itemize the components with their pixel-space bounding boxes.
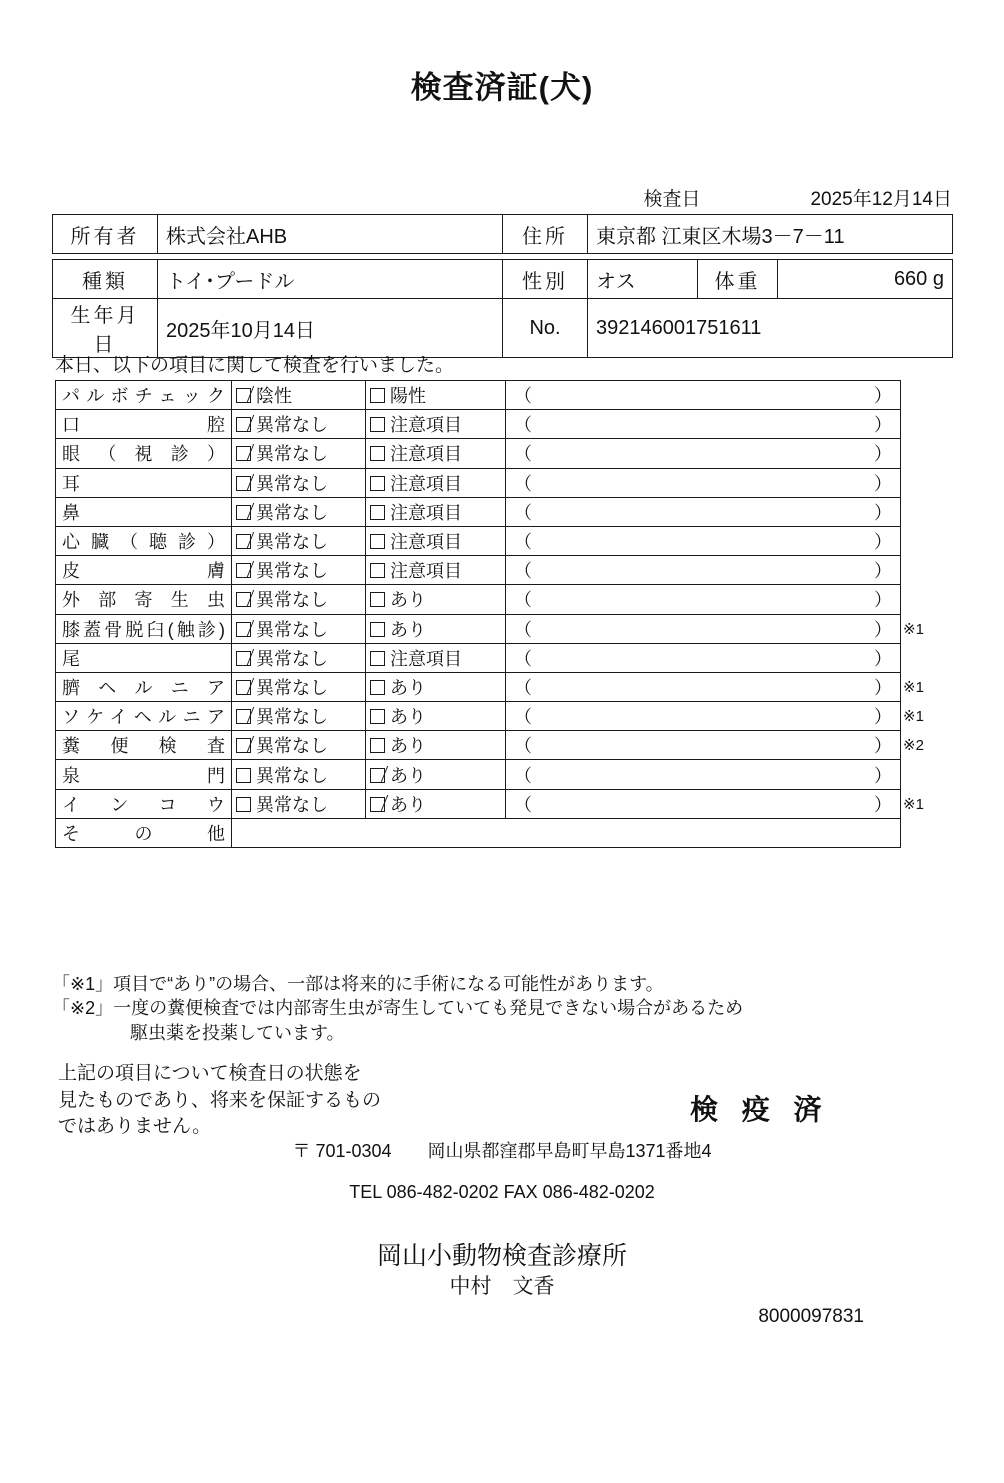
checklist-note-cell[interactable] — [506, 526, 901, 555]
checklist-item-label: 尾 — [56, 643, 232, 672]
checklist-note-cell[interactable] — [506, 468, 901, 497]
paren-close: ） — [874, 532, 892, 553]
checkbox-icon[interactable] — [370, 680, 385, 695]
checklist-option-cell[interactable] — [232, 410, 366, 439]
statement-block — [58, 1061, 381, 1141]
table-row — [56, 702, 901, 731]
footnote-marker: ※1 — [903, 708, 924, 726]
checkbox-icon[interactable] — [370, 505, 385, 520]
checklist-option-label: 異常なし — [256, 677, 328, 698]
checklist-item-label: 泉門 — [56, 760, 232, 789]
checkbox-icon[interactable] — [370, 797, 385, 812]
paren-open: （ — [514, 473, 532, 494]
page-title: 検査済証(犬) — [410, 70, 594, 105]
address-value: 東京都 江東区木場3－7－11 — [588, 215, 953, 254]
checklist-note-cell[interactable] — [506, 731, 901, 760]
paren-open: （ — [514, 532, 532, 553]
checkbox-icon[interactable] — [370, 446, 385, 461]
checklist-option-label: 異常なし — [256, 561, 328, 582]
owner-info-table — [52, 214, 953, 254]
paren-open: （ — [514, 648, 532, 669]
table-row — [56, 497, 901, 526]
paren-open: （ — [514, 502, 532, 523]
checklist-note-cell[interactable] — [506, 585, 901, 614]
checklist-option-label: 陰性 — [256, 386, 292, 407]
checklist-note-cell[interactable] — [506, 410, 901, 439]
intro-text: 本日、以下の項目に関して検査を行いました。 — [55, 355, 455, 376]
inspection-date-label: 検査日 — [643, 189, 701, 210]
paren-close: ） — [874, 765, 892, 786]
checkbox-icon[interactable] — [236, 768, 251, 783]
checklist-option-cell[interactable] — [232, 643, 366, 672]
table-row — [56, 468, 901, 497]
checklist-note-cell[interactable] — [506, 643, 901, 672]
checklist-note-cell[interactable] — [506, 672, 901, 701]
checklist-option-cell[interactable] — [232, 585, 366, 614]
checkbox-icon[interactable] — [236, 592, 251, 607]
checkbox-icon[interactable] — [236, 446, 251, 461]
checklist-note-cell[interactable] — [506, 439, 901, 468]
paren-close: ） — [874, 444, 892, 465]
weight-label: 体重 — [698, 260, 778, 299]
clinic-name: 岡山小動物検査診療所 — [376, 1242, 627, 1270]
checklist-option-cell[interactable] — [232, 760, 366, 789]
checklist-option-label: 異常なし — [256, 502, 328, 523]
statement-line-2: 見たものであり、将来を保証するもの — [58, 1089, 382, 1111]
clinic-address: 〒 701-0304 岡山県都窪郡早島町早島1371番地4 — [292, 1141, 712, 1161]
checklist-option-label: あり — [390, 619, 426, 640]
checklist-option-label: 注意項目 — [390, 532, 462, 553]
checklist-option-cell[interactable] — [366, 702, 506, 731]
paren-open: （ — [514, 386, 532, 407]
checklist-option-cell[interactable] — [232, 381, 366, 410]
checklist-item-label: 鼻 — [56, 497, 232, 526]
footnote-2-line2: 駆虫薬を投薬しています。 — [130, 1022, 345, 1043]
paren-close: ） — [874, 736, 892, 757]
checklist-option-label: あり — [390, 794, 426, 815]
footnotes — [52, 972, 952, 1045]
paren-close: ） — [874, 677, 892, 698]
paren-open: （ — [514, 561, 532, 582]
checklist-option-cell[interactable] — [366, 381, 506, 410]
checklist-option-cell[interactable] — [366, 760, 506, 789]
table-row — [56, 614, 901, 643]
paren-open: （ — [514, 590, 532, 611]
paren-close: ） — [874, 590, 892, 611]
table-row — [56, 526, 901, 555]
checklist-option-cell[interactable] — [232, 789, 366, 818]
checklist-item-label: 眼（視診） — [56, 439, 232, 468]
owner-value: 株式会社AHB — [158, 215, 503, 254]
clinic-telephone: TEL 086-482-0202 FAX 086-482-0202 — [349, 1182, 655, 1202]
table-row — [56, 585, 901, 614]
table-row — [56, 556, 901, 585]
table-row — [53, 215, 953, 254]
checkbox-icon[interactable] — [236, 417, 251, 432]
checkbox-icon[interactable] — [370, 622, 385, 637]
checklist-item-label: 口腔 — [56, 410, 232, 439]
checklist-option-cell[interactable] — [232, 614, 366, 643]
footnote-marker: ※2 — [903, 737, 924, 755]
checklist-option-label: 異常なし — [256, 532, 328, 553]
checkbox-icon[interactable] — [236, 476, 251, 491]
checklist-option-cell[interactable] — [366, 556, 506, 585]
paren-open: （ — [514, 707, 532, 728]
checklist-item-label: 外部寄生虫 — [56, 585, 232, 614]
paren-open: （ — [514, 677, 532, 698]
checklist-table — [55, 380, 901, 848]
paren-open: （ — [514, 415, 532, 436]
paren-open: （ — [514, 444, 532, 465]
table-row — [53, 260, 953, 299]
paren-close: ） — [874, 386, 892, 407]
checklist-option-cell[interactable] — [232, 497, 366, 526]
inspection-date-value: 2025年12月14日 — [810, 189, 952, 210]
checklist-item-label: 心臓（聴診） — [56, 526, 232, 555]
breed-label: 種類 — [53, 260, 158, 299]
checklist-note-cell[interactable] — [506, 789, 901, 818]
checklist-other-value[interactable] — [232, 818, 901, 847]
checklist-option-label: 異常なし — [256, 619, 328, 640]
checkbox-icon[interactable] — [236, 563, 251, 578]
checklist-option-label: 注意項目 — [390, 502, 462, 523]
checklist-option-cell[interactable] — [232, 468, 366, 497]
checklist-note-cell[interactable] — [506, 702, 901, 731]
checklist-item-label: 膝蓋骨脱臼(触診) — [56, 614, 232, 643]
checklist-option-label: 異常なし — [256, 707, 328, 728]
checklist-item-label: インコウ — [56, 789, 232, 818]
sex-value: オス — [588, 260, 698, 299]
checkbox-icon[interactable] — [370, 563, 385, 578]
paren-close: ） — [874, 648, 892, 669]
checklist-option-label: 異常なし — [256, 415, 328, 436]
footnote-marker: ※1 — [903, 679, 924, 696]
checklist-option-label: 陽性 — [390, 386, 426, 407]
owner-label: 所有者 — [53, 215, 158, 254]
serial-number: 8000097831 — [758, 1306, 864, 1327]
checkbox-icon[interactable] — [370, 388, 385, 403]
paren-close: ） — [874, 794, 892, 815]
sex-label: 性別 — [503, 260, 588, 299]
table-row — [56, 731, 901, 760]
paren-open: （ — [514, 794, 532, 815]
checkbox-icon[interactable] — [236, 388, 251, 403]
checklist-option-label: あり — [390, 736, 426, 757]
table-row — [56, 410, 901, 439]
address-label: 住所 — [503, 215, 588, 254]
checklist-option-label: あり — [390, 765, 426, 786]
checkbox-icon[interactable] — [370, 476, 385, 491]
birthdate-value: 2025年10月14日 — [158, 299, 503, 358]
certificate-page — [0, 62, 1004, 1483]
number-label: No. — [503, 299, 588, 358]
paren-open: （ — [514, 736, 532, 757]
checklist-item-label: 耳 — [56, 468, 232, 497]
paren-close: ） — [874, 707, 892, 728]
checkbox-icon[interactable] — [236, 738, 251, 753]
checklist-option-label: 注意項目 — [390, 415, 462, 436]
checkbox-icon[interactable] — [236, 505, 251, 520]
paren-open: （ — [514, 619, 532, 640]
checklist-option-cell[interactable] — [366, 643, 506, 672]
checklist-note-cell[interactable] — [506, 381, 901, 410]
doctor-name: 中村 文香 — [449, 1275, 555, 1298]
checklist-option-cell[interactable] — [366, 672, 506, 701]
checklist-option-cell[interactable] — [232, 439, 366, 468]
statement-line-3: ではありません。 — [58, 1116, 212, 1138]
checklist-option-label: 注意項目 — [390, 561, 462, 582]
statement-line-1: 上記の項目について検査日の状態を — [58, 1063, 362, 1084]
checkbox-icon[interactable] — [236, 709, 251, 724]
checkbox-icon[interactable] — [370, 592, 385, 607]
checklist-note-cell[interactable] — [506, 556, 901, 585]
checklist-option-label: 異常なし — [256, 590, 328, 611]
checklist-item-label: パルボチェック — [56, 381, 232, 410]
checklist-option-label: 異常なし — [256, 444, 328, 465]
checkbox-icon[interactable] — [236, 651, 251, 666]
paren-close: ） — [874, 415, 892, 436]
paren-close: ） — [874, 502, 892, 523]
checklist-option-cell[interactable] — [366, 468, 506, 497]
quarantine-stamp: 検 疫 済 — [690, 1094, 830, 1125]
paren-close: ） — [874, 619, 892, 640]
checklist-option-cell[interactable] — [232, 702, 366, 731]
checklist-option-cell[interactable] — [366, 526, 506, 555]
paren-close: ） — [874, 561, 892, 582]
table-row — [56, 643, 901, 672]
checkbox-icon[interactable] — [370, 768, 385, 783]
table-row — [56, 789, 901, 818]
checkbox-icon[interactable] — [370, 534, 385, 549]
checklist-item-label: ソケイヘルニア — [56, 702, 232, 731]
checklist-note-cell[interactable] — [506, 760, 901, 789]
checklist-option-label: 異常なし — [256, 473, 328, 494]
checkbox-icon[interactable] — [370, 651, 385, 666]
paren-close: ） — [874, 473, 892, 494]
checklist-option-label: 異常なし — [256, 648, 328, 669]
checklist-item-label: 糞便検査 — [56, 731, 232, 760]
checklist-option-cell[interactable] — [232, 556, 366, 585]
checklist-option-cell[interactable] — [366, 789, 506, 818]
table-row — [56, 672, 901, 701]
checklist-option-label: あり — [390, 707, 426, 728]
checklist-option-label: 異常なし — [256, 736, 328, 757]
checklist-option-label: 注意項目 — [390, 473, 462, 494]
footnote-2-line1: 「※2」一度の糞便検査では内部寄生虫が寄生していても発見できない場合があるため — [52, 998, 744, 1019]
checklist-option-label: 異常なし — [256, 794, 328, 815]
checklist-option-label: あり — [390, 590, 426, 611]
checkbox-icon[interactable] — [236, 622, 251, 637]
table-row — [56, 760, 901, 789]
table-row — [53, 299, 953, 358]
footnote-marker: ※1 — [903, 620, 924, 638]
checkbox-icon[interactable] — [236, 534, 251, 549]
footnote-marker: ※1 — [903, 795, 924, 813]
paren-open: （ — [514, 765, 532, 786]
table-row — [56, 381, 901, 410]
birthdate-label: 生年月日 — [53, 299, 158, 358]
checklist-note-cell[interactable] — [506, 497, 901, 526]
checkbox-icon[interactable] — [370, 709, 385, 724]
checklist-option-cell[interactable] — [232, 672, 366, 701]
checklist-item-label: 皮膚 — [56, 556, 232, 585]
checklist-option-cell[interactable] — [232, 526, 366, 555]
checklist-other-label: その他 — [56, 818, 232, 847]
weight-value: 660 g — [778, 260, 953, 299]
checkbox-icon[interactable] — [370, 738, 385, 753]
breed-value: トイ･プードル — [158, 260, 503, 299]
checkbox-icon[interactable] — [236, 680, 251, 695]
table-row — [56, 439, 901, 468]
checklist-option-cell[interactable] — [366, 731, 506, 760]
checklist-note-cell[interactable] — [506, 614, 901, 643]
checklist-option-label: 注意項目 — [390, 648, 462, 669]
checklist-option-cell[interactable] — [366, 410, 506, 439]
checklist-item-label: 臍ヘルニア — [56, 672, 232, 701]
checkbox-icon[interactable] — [236, 797, 251, 812]
checklist-option-cell[interactable] — [232, 731, 366, 760]
checklist-option-cell[interactable] — [366, 439, 506, 468]
checklist-option-label: あり — [390, 677, 426, 698]
footnote-1: 「※1」項目で“あり”の場合、一部は将来的に手術になる可能性があります。 — [52, 974, 664, 994]
inspection-date-row — [0, 184, 1004, 211]
checklist-option-cell[interactable] — [366, 614, 506, 643]
checklist-option-cell[interactable] — [366, 585, 506, 614]
table-row — [56, 818, 901, 847]
checklist-option-label: 異常なし — [256, 765, 328, 786]
checklist-option-label: 注意項目 — [390, 444, 462, 465]
number-value: 392146001751611 — [588, 299, 953, 358]
checklist-option-cell[interactable] — [366, 497, 506, 526]
animal-info-table — [52, 259, 953, 358]
checkbox-icon[interactable] — [370, 417, 385, 432]
